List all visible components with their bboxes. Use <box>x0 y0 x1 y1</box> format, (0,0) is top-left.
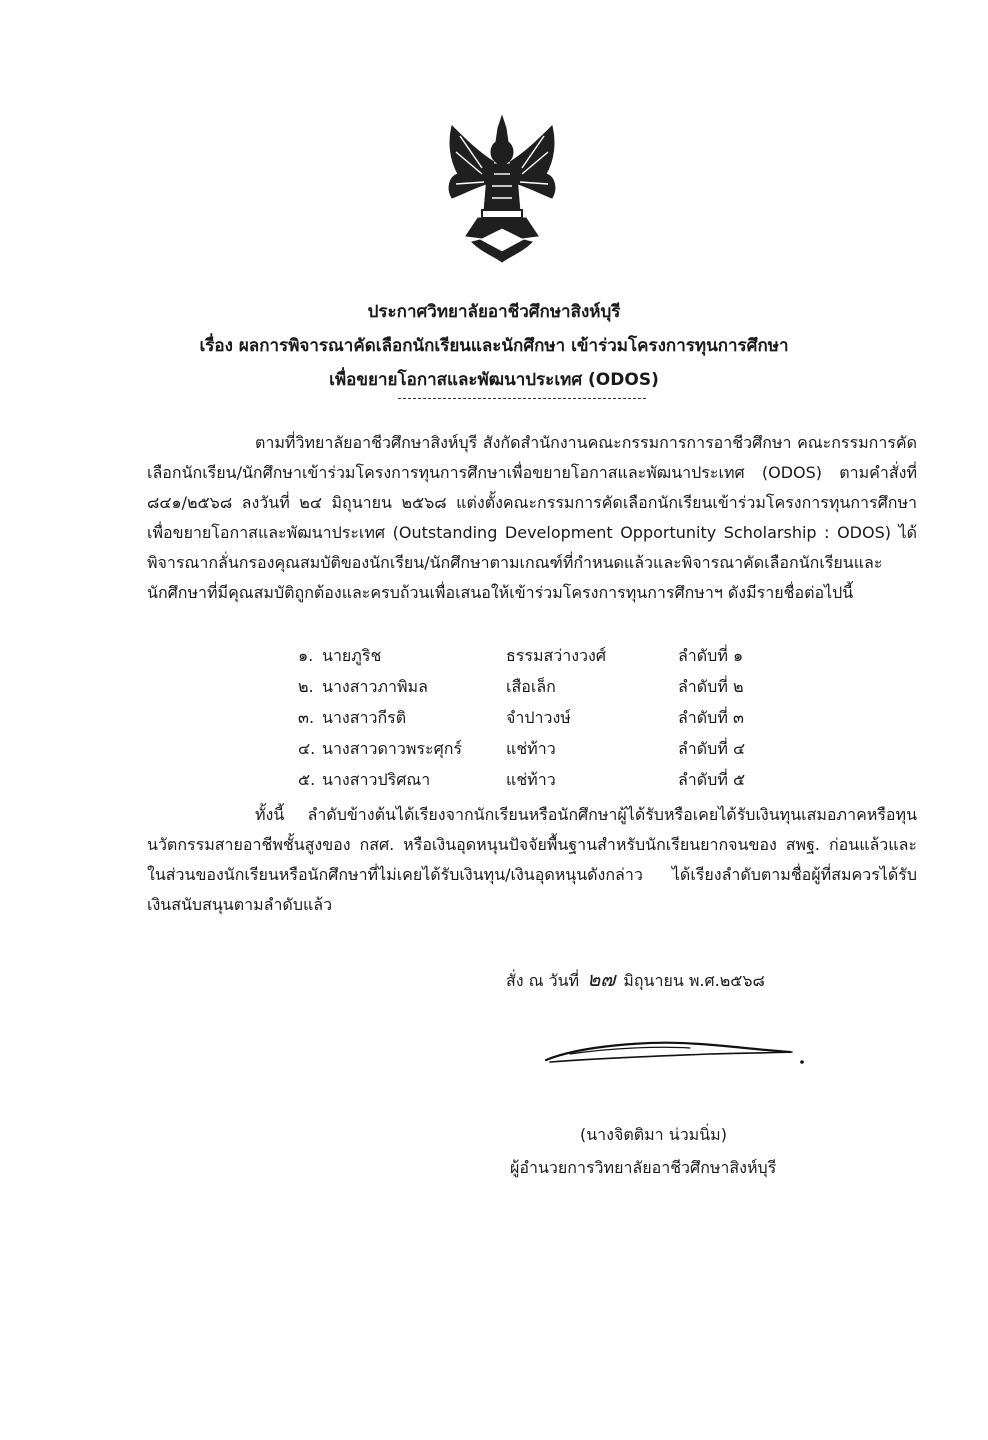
paragraph-1-text: ตามที่วิทยาลัยอาชีวศึกษาสิงห์บุรี สังกัดสำนักงานคณะกรรมการการอาชีวศึกษา คณะกรรมการคัดเลือกนักเรียน/นักศึกษาเข้าร่วมโครงการทุนการศึกษาเพื่อขยายโอกาสและพัฒนาประเทศ (ODOS) ตามคำสั่งที่ ๘๔๑/๒๕๖๘ ลงวันที่ ๒๔ มิถุนายน ๒๕๖๘ แต่งตั้งคณะกรรมการคัดเลือกนักเรียนเข้าร่วมโครงการทุนการศึกษาเพื่อขยายโอกาสและพัฒนาประเทศ (Outstanding Development Opportunity Scholarship : ODOS) ได้พิจารณากลั่นกรองคุณสมบัติของนักเรียน/นักศึกษาตามเกณฑ์ที่กำหนดแล้วและพิจารณาคัดเลือกนักเรียนและนักศึกษาที่มีคุณสมบัติถูกต้องและครบถ้วนเพื่อเสนอให้เข้าร่วมโครงการทุนการศึกษาฯ ดังมีรายชื่อต่อไปนี้ <box>147 433 917 602</box>
candidate-last-name: จำปาวงษ์ <box>506 708 571 727</box>
announcement-subject-line1: เรื่อง ผลการพิจารณาคัดเลือกนักเรียนและนักศึกษา เข้าร่วมโครงการทุนการศึกษา <box>199 336 789 356</box>
candidate-first-name: นายภูริช <box>322 646 382 665</box>
signatory-position: ผู้อำนวยการวิทยาลัยอาชีวศึกษาสิงห์บุรี <box>510 1158 777 1177</box>
list-item <box>290 733 810 764</box>
date-day-handwritten: ๒๗ <box>587 967 616 991</box>
list-item <box>290 764 810 795</box>
candidate-rank: ลำดับที่ ๕ <box>678 770 746 789</box>
body-paragraph-2 <box>147 800 917 920</box>
candidate-rank: ลำดับที่ ๔ <box>678 739 746 758</box>
signature <box>540 1032 810 1072</box>
candidate-number: ๔. <box>298 739 316 758</box>
paragraph-2-text: ทั้งนี้ ลำดับข้างต้นได้เรียงจากนักเรียนหรือนักศึกษาผู้ได้รับหรือเคยได้รับเงินทุนเสมอภาคหรือทุนนวัตกรรมสายอาชีพชั้นสูงของ กสศ. หรือเงินอุดหนุนปัจจัยพื้นฐานสำหรับนักเรียนยากจนของ สพฐ. ก่อนแล้วและในส่วนของนักเรียนหรือนักศึกษาที่ไม่เคยได้รับเงินทุน/เงินอุดหนุนดังกล่าว ได้เรียงลำดับตามชื่อผู้ที่สมควรได้รับเงินสนับสนุนตามลำดับแล้ว <box>147 805 917 914</box>
candidate-first-name: นางสาวกีรติ <box>322 708 407 727</box>
candidate-last-name: ธรรมสว่างวงศ์ <box>506 646 606 665</box>
header-divider <box>398 398 646 399</box>
date-suffix: มิถุนายน พ.ศ.๒๕๖๘ <box>623 971 765 990</box>
candidate-rank: ลำดับที่ ๒ <box>678 677 744 696</box>
candidate-rank: ลำดับที่ ๓ <box>678 708 744 727</box>
candidate-last-name: แช่ท้าว <box>506 739 556 758</box>
announcement-issuer: ประกาศวิทยาลัยอาชีวศึกษาสิงห์บุรี <box>367 302 621 322</box>
candidate-number: ๓. <box>298 708 315 727</box>
signatory-name: (นางจิตติมา น่วมนิ่ม) <box>580 1125 727 1144</box>
list-item <box>290 671 810 702</box>
candidate-first-name: นางสาวภาพิมล <box>322 677 428 696</box>
candidate-number: ๑. <box>298 646 314 665</box>
candidate-last-name: เสือเล็ก <box>506 677 556 696</box>
list-item <box>290 640 810 671</box>
list-item <box>290 702 810 733</box>
body-paragraph-1 <box>147 428 917 608</box>
candidate-number: ๕. <box>298 770 316 789</box>
garuda-emblem <box>438 112 566 268</box>
order-date <box>506 964 765 996</box>
announcement-subject-line2: เพื่อขยายโอกาสและพัฒนาประเทศ (ODOS) <box>329 370 659 390</box>
candidate-first-name: นางสาวดาวพระศุกร์ <box>322 739 462 758</box>
candidate-rank: ลำดับที่ ๑ <box>678 646 744 665</box>
date-prefix: สั่ง ณ วันที่ <box>506 971 580 990</box>
candidate-last-name: แช่ท้าว <box>506 770 556 789</box>
candidate-number: ๒. <box>298 677 314 696</box>
candidate-list <box>290 640 810 795</box>
candidate-first-name: นางสาวปริศณา <box>322 770 431 789</box>
